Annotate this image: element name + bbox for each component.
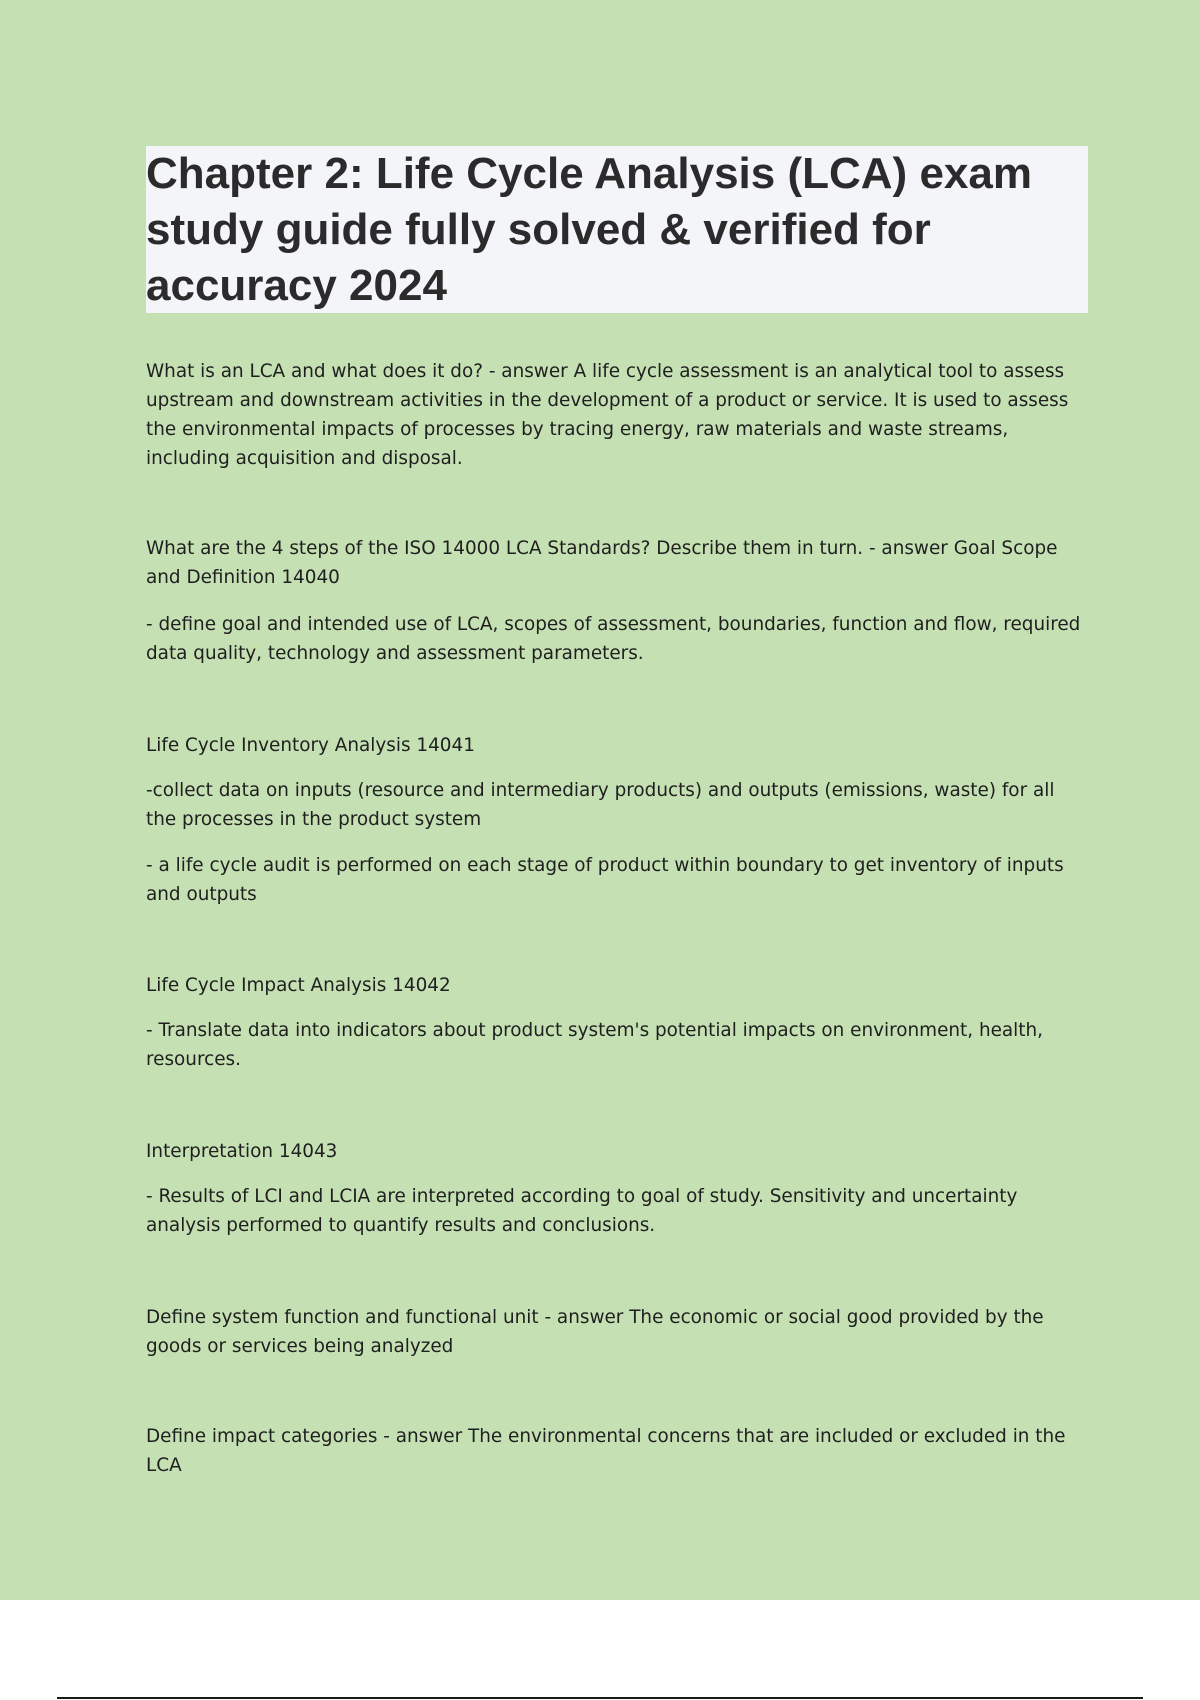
paragraph-interpretation-detail: - Results of LCI and LCIA are interpreted according to goal of study. Sensitivity and uncertainty analysis performed to quantify results and conclusions. [146, 1186, 1018, 1236]
paragraph-lca-definition: What is an LCA and what does it do? - answer A life cycle assessment is an analytical tool to assess upstream and downstream activities in the development of a product or service. It is used to assess the environmental impacts of processes by tracing energy, raw materials and waste streams, including acquisition and disposal. [146, 361, 1069, 469]
paragraph-goal-scope-detail: - define goal and intended use of LCA, scopes of assessment, boundaries, function and flow, required data quality, technology and assessment parameters. [146, 614, 1081, 664]
qa-block-impact-detail [146, 1016, 1086, 1074]
paragraph-inventory-audit: - a life cycle audit is performed on each stage of product within boundary to get inventory of inputs and outputs [146, 855, 1064, 905]
paragraph-inventory-heading: Life Cycle Inventory Analysis 14041 [146, 735, 475, 756]
qa-block-lca-definition [146, 357, 1086, 473]
qa-block-interpretation-detail [146, 1182, 1086, 1240]
qa-block-impact-heading [146, 971, 1086, 1000]
paragraph-interpretation-heading: Interpretation 14043 [146, 1141, 338, 1162]
qa-block-iso-steps [146, 534, 1086, 592]
document-title: Chapter 2: Life Cycle Analysis (LCA) exam study guide fully solved & verified for accuracy 2024 [146, 149, 1032, 310]
paragraph-iso-steps-question: What are the 4 steps of the ISO 14000 LCA Standards? Describe them in turn. - answer Goal Scope and Definition 14040 [146, 538, 1058, 588]
qa-block-impact-categories [146, 1422, 1086, 1480]
qa-block-functional-unit [146, 1303, 1086, 1361]
paragraph-impact-detail: - Translate data into indicators about product system's potential impacts on environment, health, resources. [146, 1020, 1044, 1070]
paragraph-functional-unit: Define system function and functional unit - answer The economic or social good provided by the goods or services being analyzed [146, 1307, 1044, 1357]
paragraph-impact-categories: Define impact categories - answer The environmental concerns that are included or excluded in the LCA [146, 1426, 1066, 1476]
qa-block-inventory-heading [146, 731, 1086, 760]
paragraph-impact-heading: Life Cycle Impact Analysis 14042 [146, 975, 451, 996]
qa-block-interpretation-heading [146, 1137, 1086, 1166]
footer-divider [57, 1697, 1143, 1699]
title-box [146, 146, 1088, 313]
paragraph-inventory-collect: -collect data on inputs (resource and intermediary products) and outputs (emissions, waste) for all the processes in the product system [146, 780, 1055, 830]
qa-block-inventory-audit [146, 851, 1086, 909]
qa-block-goal-scope [146, 610, 1086, 668]
qa-block-inventory-collect [146, 776, 1086, 834]
